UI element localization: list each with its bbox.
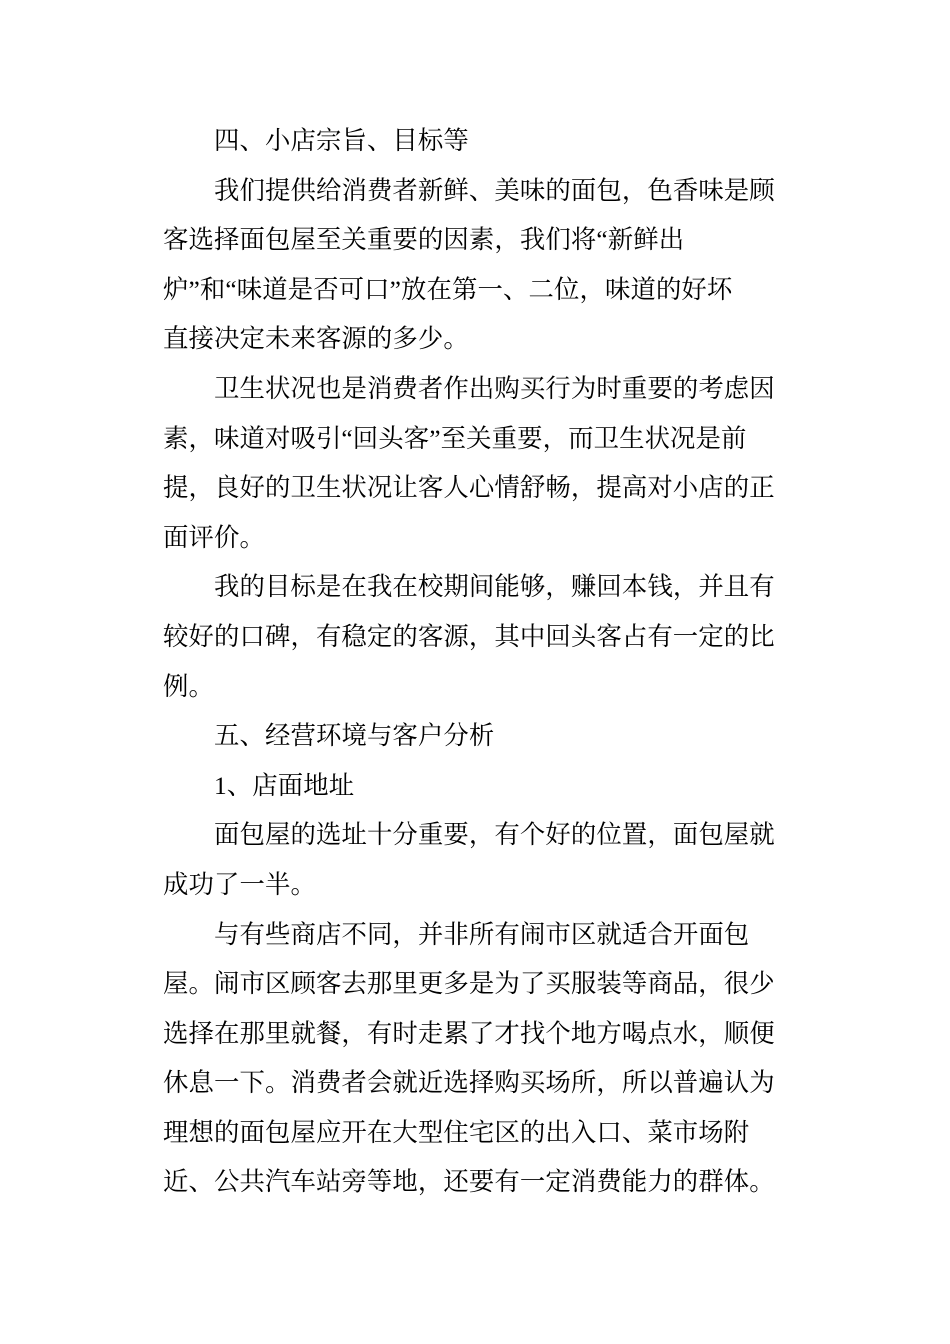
text-line: 四、小店宗旨、目标等 — [214, 127, 469, 155]
section-heading — [163, 762, 783, 812]
section-heading — [163, 117, 783, 167]
text-line: 直接决定未来客源的多少。 — [163, 325, 469, 354]
text-line: 与有些商店不同，并非所有闹市区就适合开面包 — [214, 920, 750, 949]
document-page — [163, 117, 783, 1208]
text-line: 成功了一半。 — [163, 870, 316, 899]
text-line: 素，味道对吸引“回头客”至关重要，而卫生状况是前 — [163, 424, 747, 453]
text-line: 1、店面地址 — [214, 771, 355, 800]
text-line: 五、经营环境与客户分析 — [214, 722, 495, 751]
text-line: 休息一下。消费者会就近选择购买场所，所以普遍认为 — [163, 1069, 775, 1098]
text-line: 屋。闹市区顾客去那里更多是为了买服装等商品，很少 — [163, 970, 775, 999]
text-line: 近、公共汽车站旁等地，还要有一定消费能力的群体。 — [163, 1168, 775, 1197]
text-line: 例。 — [163, 672, 214, 701]
text-line: 较好的口碑，有稳定的客源，其中回头客占有一定的比 — [163, 622, 775, 651]
text-line: 客选择面包屋至关重要的因素，我们将“新鲜出 — [163, 226, 685, 255]
text-line: 选择在那里就餐，有时走累了才找个地方喝点水，顺便 — [163, 1019, 775, 1048]
section-heading — [163, 712, 783, 762]
text-line: 提，良好的卫生状况让客人心情舒畅，提高对小店的正 — [163, 474, 775, 503]
paragraph — [163, 365, 783, 563]
text-line: 面包屋的选址十分重要，有个好的位置，面包屋就 — [214, 821, 775, 850]
paragraph — [163, 911, 783, 1209]
paragraph — [163, 167, 783, 365]
paragraph — [163, 563, 783, 712]
paragraph — [163, 811, 783, 910]
text-line: 我的目标是在我在校期间能够，赚回本钱，并且有 — [214, 573, 775, 602]
text-line: 卫生状况也是消费者作出购买行为时重要的考虑因 — [214, 374, 775, 403]
text-line: 面评价。 — [163, 523, 265, 552]
text-line: 理想的面包屋应开在大型住宅区的出入口、菜市场附 — [163, 1118, 750, 1147]
text-line: 炉”和“味道是否可口”放在第一、二位，味道的好坏 — [163, 275, 733, 304]
text-line: 我们提供给消费者新鲜、美味的面包，色香味是顾 — [214, 176, 775, 205]
